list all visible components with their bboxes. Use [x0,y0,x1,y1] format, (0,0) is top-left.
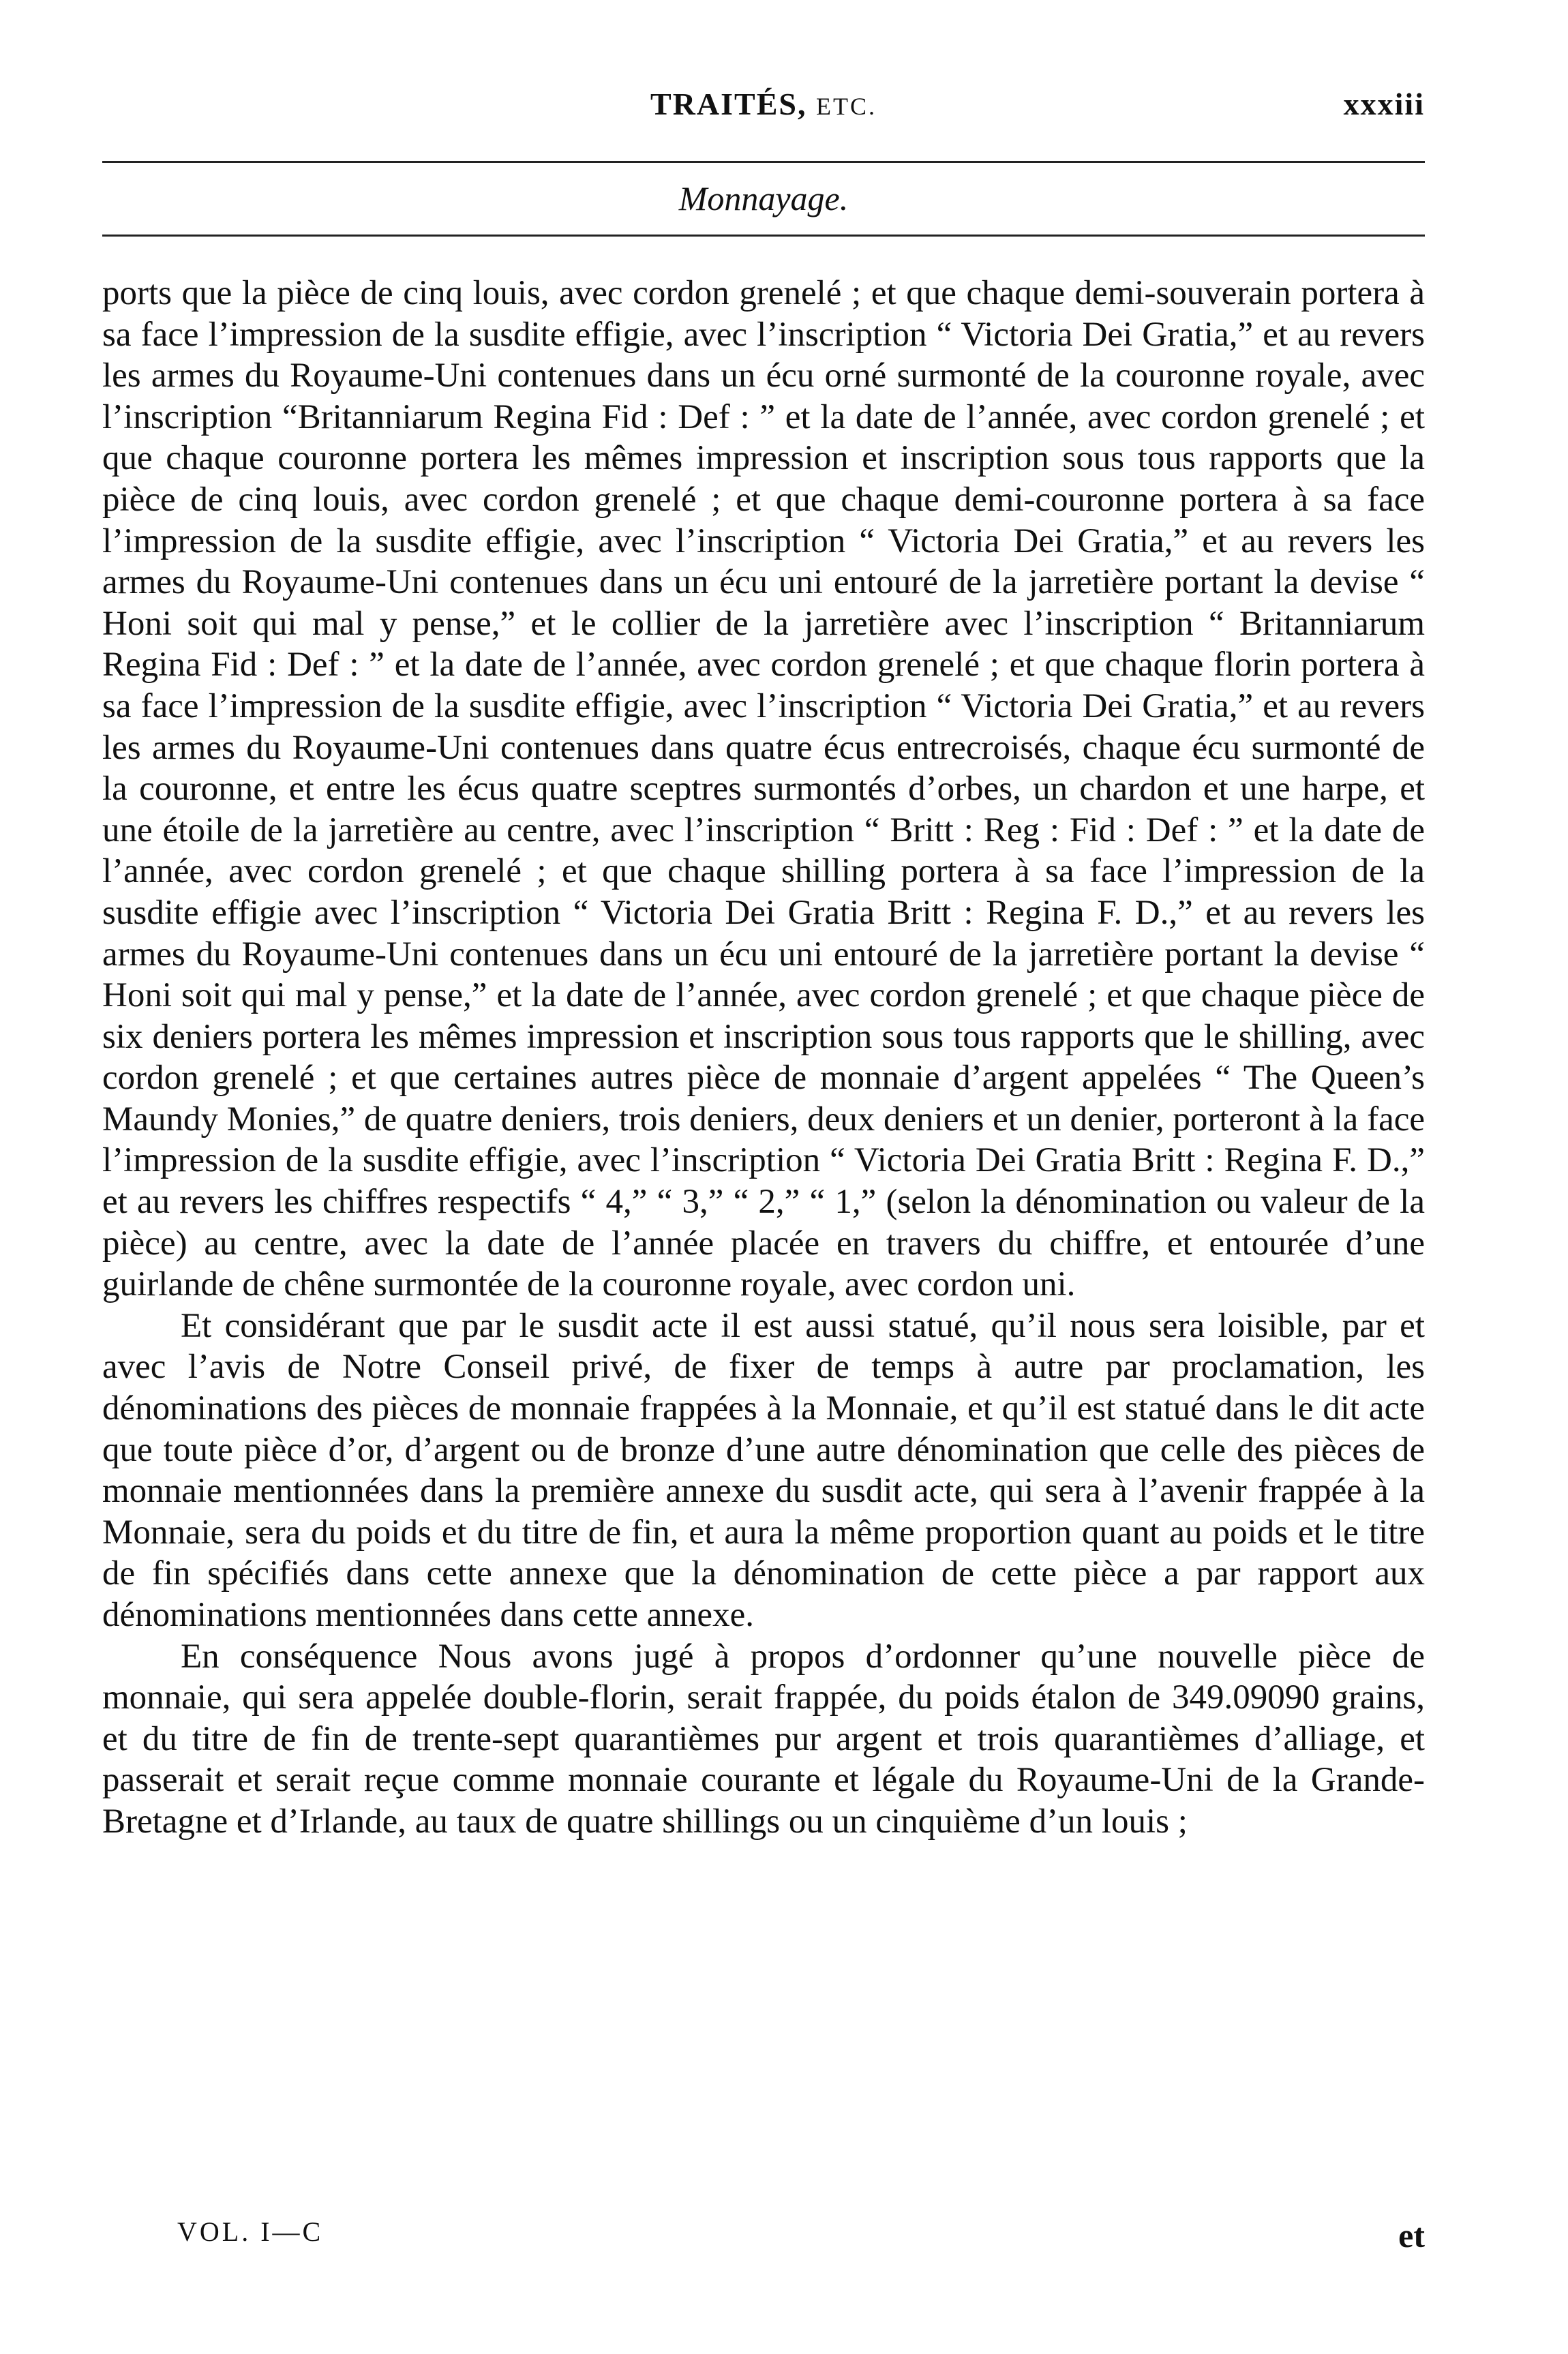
paragraph-2: Et considérant que par le susdit acte il est aussi statué, qu’il nous sera loisible, par et avec l’avis de Notre Conseil privé, de fixer de temps à autre par proclamation, les dénominations des pièces de monnaie frappées à la Monnaie, et qu’il est statué dans le dit acte que toute pièce d’or, d’argent ou de bronze d’une autre dénomination que celle des pièces de monnaie mentionnées dans la première annexe du susdit acte, qui sera à l’avenir frappée à la Monnaie, sera du poids et du titre de fin, et aura la même proportion quant au poids et le titre de fin spécifiés dans cette annexe que la dénomination de cette pièce a par rapport aux dénominations mentionnées dans cette annexe. [102,1306,1425,1634]
paragraph-1: ports que la pièce de cinq louis, avec cordon grenelé ; et que chaque demi-souverain portera à sa face l’impression de la susdite effigie, avec l’inscription “ Victoria Dei Gratia,” et au revers les armes du Royaume-Uni contenues dans un écu orné surmonté de la couronne royale, avec l’inscription “Britanniarum Regina Fid : Def : ” et la date de l’année, avec cordon grenelé ; et que chaque couronne portera les mêmes impression et inscription sous tous rapports que la pièce de cinq louis, avec cordon grenelé ; et que chaque demi-couronne portera à sa face l’impression de la susdite effigie, avec l’inscription “ Victoria Dei Gratia,” et au revers les armes du Royaume-Uni contenues dans un écu uni entouré de la jarretière portant la devise “ Honi soit qui mal y pense,” et le collier de la jarretière avec l’inscription “ Britanniarum Regina Fid : Def : ” et la date de l’année, avec cordon grenelé ; et que chaque florin portera à sa face l’impression de la susdite effigie, avec l’inscription “ Victoria Dei Gratia,” et au revers les armes du Royaume-Uni contenues dans quatre écus entrecroisés, chaque écu surmonté de la couronne, et entre les écus quatre sceptres surmontés d’orbes, un chardon et une harpe, et une étoile de la jarretière au centre, avec l’inscription “ Britt : Reg : Fid : Def : ” et la date de l’année, avec cordon grenelé ; et que chaque shilling portera à sa face l’impression de la susdite effigie avec l’inscription “ Victoria Dei Gratia Britt : Regina F. D.,” et au revers les armes du Royaume-Uni contenues dans un écu uni entouré de la jarretière portant la devise “ Honi soit qui mal y pense,” et la date de l’année, avec cordon grenelé ; et que chaque pièce de six deniers portera les mêmes impression et inscription sous tous rapports que le shilling, avec cordon grenelé ; et que certaines autres pièce de monnaie d’argent appelées “ The Queen’s Maundy Monies,” de quatre deniers, trois deniers, deux deniers et un denier, porteront à la face l’impression de la susdite effigie, avec l’inscription “ Victoria Dei Gratia Britt : Regina F. D.,” et au revers les chiffres respectifs “ 4,” “ 3,” “ 2,” “ 1,” (selon la dénomination ou valeur de la pièce) au centre, avec la date de l’année placée en travers du chiffre, et entourée d’une guirlande de chêne surmontée de la couronne royale, avec cordon uni. [102,274,1425,1304]
running-title-main: TRAITÉS, [650,87,807,121]
body-text [102,273,1425,1843]
paragraph-3: En conséquence Nous avons jugé à propos d’ordonner qu’une nouvelle pièce de monnaie, qui sera appelée double-florin, serait frappée, du poids étalon de 349.09090 grains, et du titre de fin de trente-sept quarantièmes pur argent et trois quarantièmes d’alliage, et passerait et serait reçue comme monnaie courante et légale du Royaume-Uni de la Grande-Bretagne et d’Irlande, au taux de quatre shillings ou un cinquième d’un louis ; [102,1637,1425,1841]
header-rule-top [102,161,1425,163]
header-rule-bottom [102,235,1425,237]
page-number: xxxiii [1343,87,1425,121]
running-title-small: ETC. [815,93,877,120]
signature-mark: VOL. I—C [177,2216,324,2247]
catchword: et [1398,2216,1425,2254]
running-title [102,86,1425,122]
page-header [102,86,1425,134]
section-title: Monnayage. [678,179,849,217]
page-footer [102,2216,1425,2257]
